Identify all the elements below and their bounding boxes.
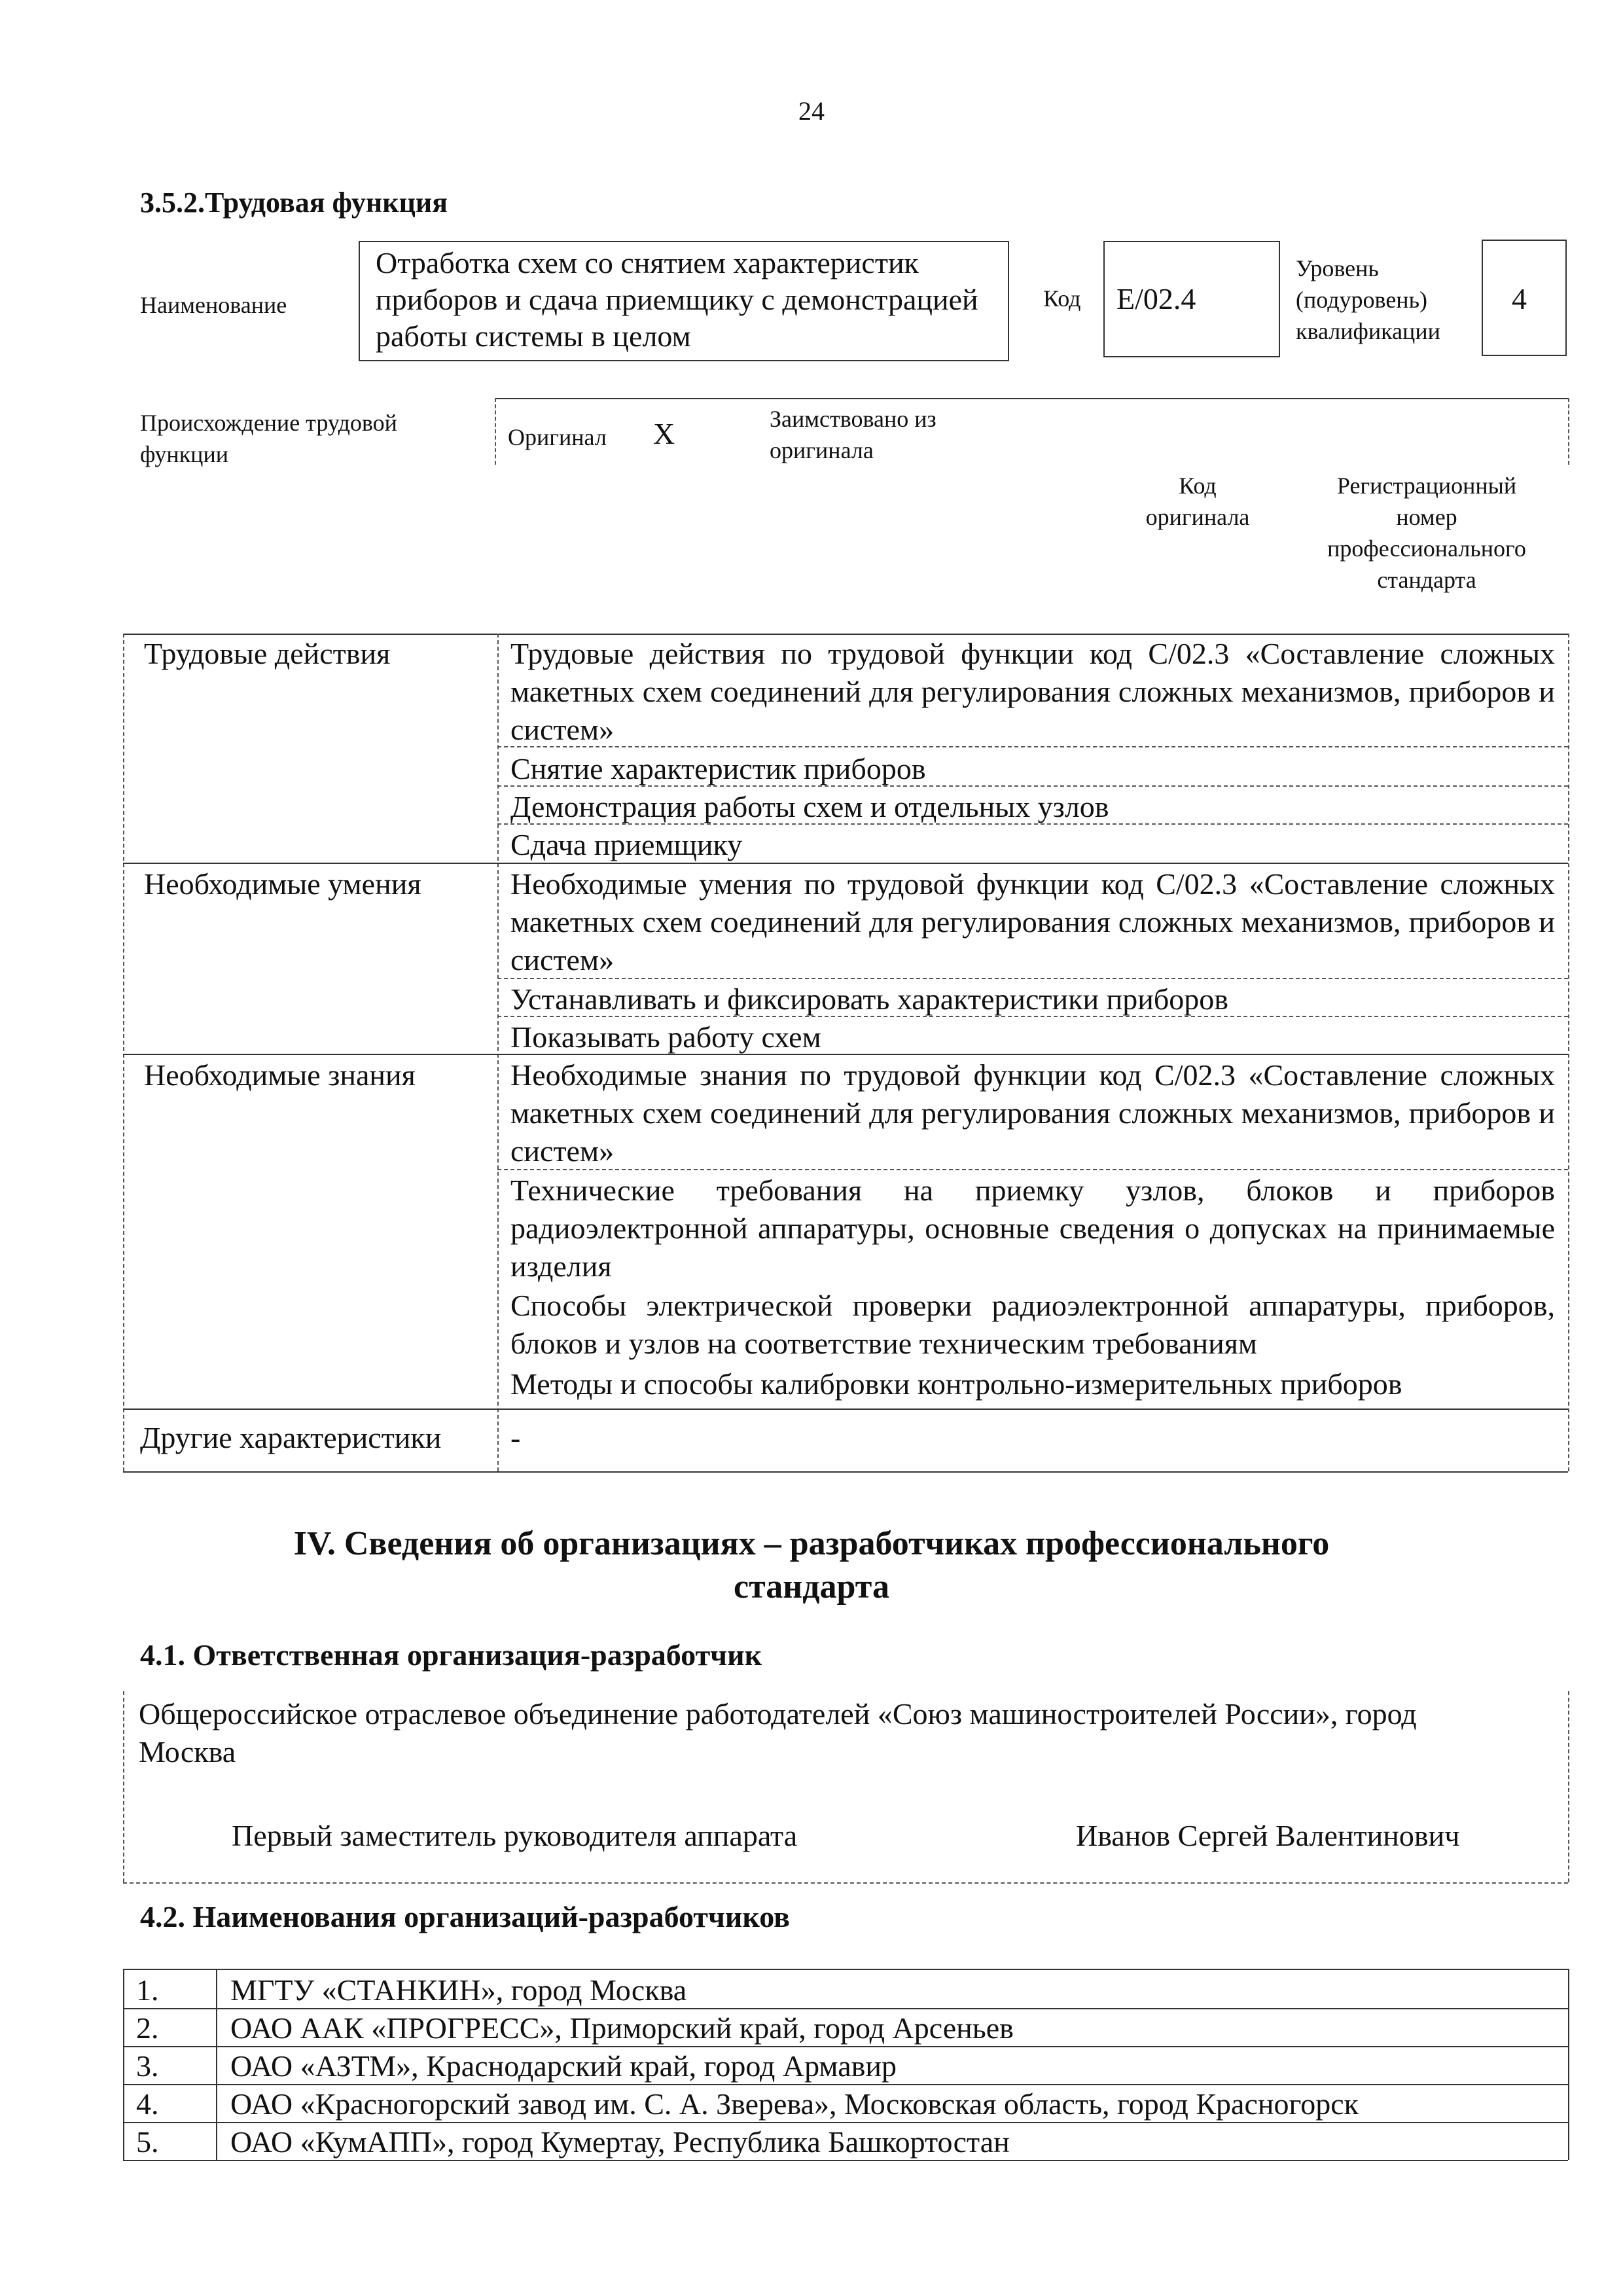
knowledge-item: Необходимые знания по трудовой функции код С/02.3 «Составление сложных макетных схем соединений для регулирования сложных механизмов, приборов и систем»	[510, 1058, 1555, 1168]
reg-number-label-1: Регистрационный	[1336, 473, 1517, 499]
borrowed-label-1: Заимствовано из	[770, 406, 936, 432]
developer-num: 3.	[136, 2049, 159, 2083]
section-title: 3.5.2.Трудовая функция	[140, 187, 448, 219]
knowledge-item: Технические требования на приемку узлов, блоков и приборов радиоэлектронной аппаратуры, основные сведения о допусках на принимаемые изделия	[510, 1174, 1555, 1283]
level-value: 4	[1512, 282, 1527, 315]
reg-number-label-2: номер	[1396, 504, 1457, 530]
actions-item: Сдача приемщику	[510, 828, 743, 861]
org-box-bottom-line	[123, 1882, 1568, 1884]
knowledge-item: Методы и способы калибровки контрольно-измерительных приборов	[510, 1367, 1402, 1401]
skills-label: Необходимые умения	[144, 867, 421, 901]
origin-left-line	[495, 398, 496, 465]
developer-num: 1.	[136, 1973, 159, 2007]
org-box-left-line	[123, 1691, 124, 1882]
dev-table-mid-line	[216, 1969, 217, 2160]
level-label-2: (подуровень)	[1296, 287, 1427, 313]
row-line	[123, 1054, 1568, 1055]
org-box-right-line	[1568, 1691, 1569, 1882]
dev-table-left-line	[123, 1969, 124, 2160]
borrowed-label-2: оригинала	[770, 437, 874, 463]
table-bottom-line	[123, 1471, 1568, 1473]
code-value: E/02.4	[1116, 282, 1196, 315]
other-label: Другие характеристики	[140, 1421, 442, 1454]
origin-right-line	[1568, 398, 1569, 465]
code-label: Код	[1043, 285, 1081, 312]
row-line	[123, 863, 1568, 864]
level-label-3: квалификации	[1296, 318, 1440, 344]
origin-top-line	[495, 398, 1568, 399]
actions-label: Трудовые действия	[144, 637, 391, 670]
original-mark: X	[653, 417, 675, 450]
name-label: Наименование	[140, 292, 287, 318]
code-original-label-2: оригинала	[1145, 504, 1250, 530]
original-label: Оригинал	[508, 424, 607, 450]
table-right-line	[1568, 634, 1569, 1471]
section4-title-line1: IV. Сведения об организациях – разработчиках профессионального	[293, 1525, 1330, 1562]
other-value: -	[510, 1421, 521, 1454]
developer-name: МГТУ «СТАНКИН», город Москва	[230, 1973, 687, 2007]
reg-number-label-3: профессионального	[1327, 535, 1526, 562]
level-label-1: Уровень	[1296, 255, 1379, 281]
skills-item: Показывать работу схем	[510, 1020, 821, 1054]
skills-item: Необходимые умения по трудовой функции код С/02.3 «Составление сложных макетных схем соединений для регулирования сложных механизмов, приборов и систем»	[510, 867, 1555, 977]
name-value: Отработка схем со снятием характеристик приборов и сдача приемщику с демонстрацией работы системы в целом	[376, 246, 978, 353]
developer-num: 5.	[136, 2125, 159, 2159]
actions-item: Демонстрация работы схем и отдельных узлов	[510, 790, 1109, 823]
subsection-4-1-title: 4.1. Ответственная организация-разработчик	[140, 1638, 762, 1672]
row-line	[123, 1408, 1568, 1410]
knowledge-item: Способы электрической проверки радиоэлектронной аппаратуры, приборов, блоков и узлов на соответствие техническим требованиям	[510, 1289, 1555, 1360]
actions-item: Трудовые действия по трудовой функции код С/02.3 «Составление сложных макетных схем соединений для регулирования сложных механизмов, приборов и систем»	[510, 637, 1555, 746]
code-original-label-1: Код	[1179, 473, 1217, 499]
signatory-position: Первый заместитель руководителя аппарата	[232, 1819, 798, 1852]
developer-num: 4.	[136, 2087, 159, 2121]
dev-table-top-line	[123, 1969, 1568, 1970]
developer-name: ОАО «АЗТМ», Краснодарский край, город Армавир	[230, 2049, 897, 2083]
section4-title-line2: стандарта	[734, 1568, 889, 1605]
actions-item: Снятие характеристик приборов	[510, 752, 926, 785]
developer-name: ОАО «КумАПП», город Кумертау, Республика Башкортостан	[230, 2125, 1010, 2159]
origin-label-1: Происхождение трудовой	[140, 410, 397, 436]
dev-table-right-line	[1568, 1969, 1569, 2160]
developer-num: 2.	[136, 2011, 159, 2045]
page-number: 24	[798, 96, 825, 126]
developer-name: ОАО «Красногорский завод им. С. А. Зверева», Московская область, город Красногорск	[230, 2087, 1359, 2121]
signatory-name: Иванов Сергей Валентинович	[1076, 1819, 1460, 1852]
skills-item: Устанавливать и фиксировать характеристики приборов	[510, 982, 1228, 1016]
developer-name: ОАО ААК «ПРОГРЕСС», Приморский край, город Арсеньев	[230, 2011, 1014, 2045]
reg-number-label-4: стандарта	[1377, 567, 1476, 593]
responsible-org-text: Общероссийское отраслевое объединение работодателей «Союз машиностроителей России», город Москва	[139, 1697, 1417, 1768]
knowledge-label: Необходимые знания	[144, 1058, 416, 1092]
table-mid-line	[497, 634, 499, 1471]
table-left-line	[123, 634, 124, 1471]
subsection-4-2-title: 4.2. Наименования организаций-разработчиков	[140, 1900, 790, 1933]
origin-label-2: функции	[140, 441, 228, 467]
